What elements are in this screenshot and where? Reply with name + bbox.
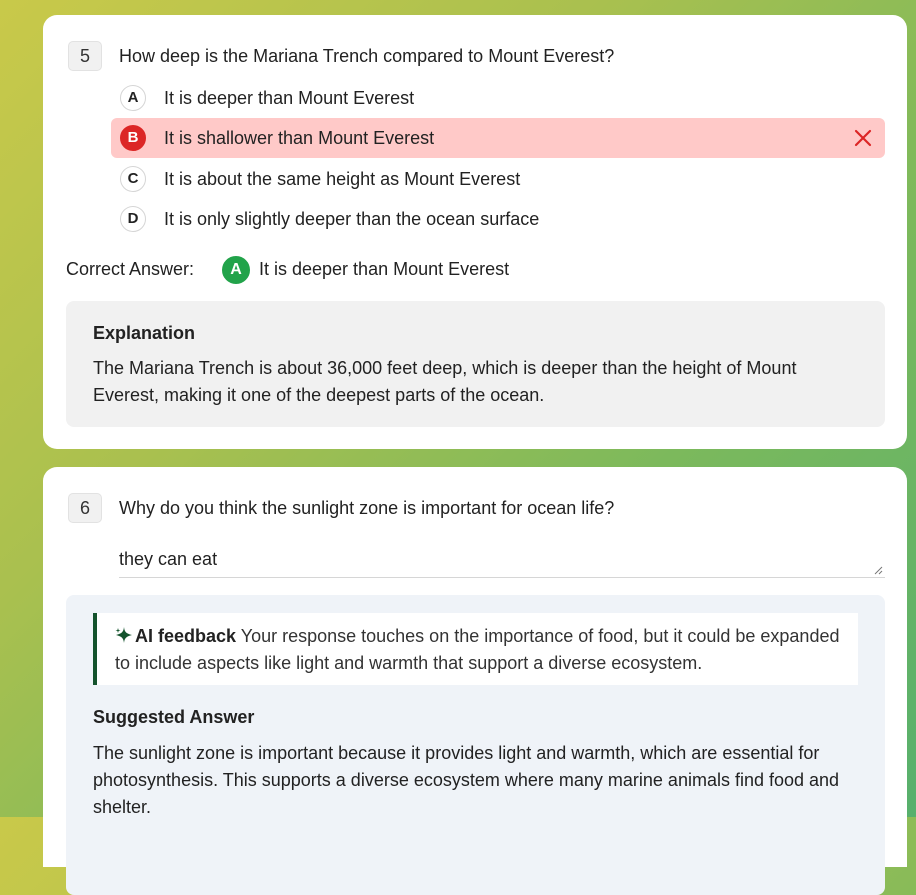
option-letter-d: D (120, 206, 146, 232)
resize-grip-icon[interactable] (873, 565, 883, 575)
question-number: 5 (68, 41, 102, 71)
explanation-title: Explanation (93, 323, 196, 343)
question-text: How deep is the Mariana Trench compared to Mount Everest? (119, 46, 615, 66)
option-text-b: It is shallower than Mount Everest (164, 128, 435, 148)
explanation-panel (66, 301, 885, 427)
ai-feedback-label: AI feedback (135, 626, 237, 646)
option-b-selected-wrong[interactable] (111, 118, 885, 158)
option-text-a: It is deeper than Mount Everest (164, 88, 415, 108)
sparkle-icon (115, 626, 133, 644)
option-a[interactable] (111, 78, 885, 118)
answer-textarea[interactable] (119, 547, 885, 578)
option-letter-c: C (120, 166, 146, 192)
suggested-answer-body: The sunlight zone is important because it provides light and warmth, which are essential for photosynthesis. This supports a diverse ecosystem where many marine animals find food and shelter. (93, 743, 840, 817)
question-text: Why do you think the sunlight zone is important for ocean life? (119, 498, 615, 518)
explanation-body: The Mariana Trench is about 36,000 feet deep, which is deeper than the height of Mount Everest, making it one of the deepest parts of the ocean. (93, 358, 797, 405)
option-letter-a: A (120, 85, 146, 111)
option-c[interactable] (111, 159, 885, 199)
option-d[interactable] (111, 199, 885, 239)
close-icon (853, 128, 873, 148)
correct-answer-badge: A (222, 256, 250, 284)
option-text-d: It is only slightly deeper than the ocean surface (164, 209, 540, 229)
ai-feedback-content (115, 623, 850, 677)
option-text-c: It is about the same height as Mount Everest (164, 169, 521, 189)
question-number: 6 (68, 493, 102, 523)
answer-text: they can eat (119, 549, 218, 569)
correct-answer-text: It is deeper than Mount Everest (259, 259, 510, 279)
feedback-panel (66, 595, 885, 895)
question-card-5 (43, 15, 907, 449)
option-letter-b: B (120, 125, 146, 151)
question-card-6 (43, 467, 907, 867)
correct-answer-label: Correct Answer: (66, 259, 195, 279)
ai-feedback-box (93, 613, 858, 685)
suggested-answer-title: Suggested Answer (93, 707, 255, 727)
ai-feedback-text: Your response touches on the importance of food, but it could be expanded to include aspects like light and warmth that support a diverse ecosystem. (115, 626, 840, 673)
